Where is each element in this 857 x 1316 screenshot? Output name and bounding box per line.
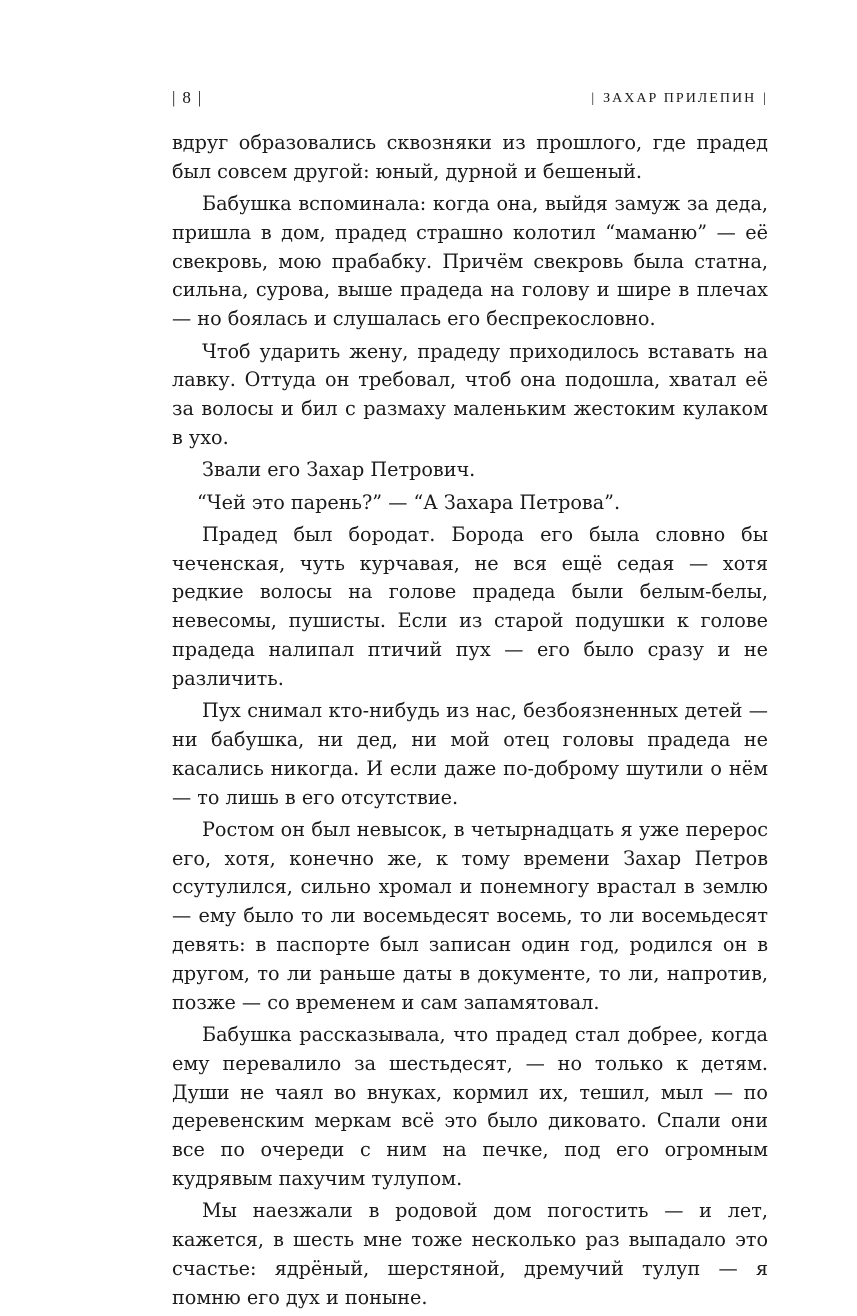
paragraph: “Чей это парень?” — “А Захара Петрова”. bbox=[197, 490, 621, 514]
divider-bar: | bbox=[763, 91, 768, 106]
paragraph: Мы наезжали в родовой дом погостить — и лет, кажется, в шесть мне тоже несколько раз выпадало это счастье: ядрёный, шерстяной, дремучий тулуп — я помню его дух и поныне. bbox=[172, 1199, 768, 1309]
divider-bar: | bbox=[197, 88, 202, 107]
paragraph: Ростом он был невысок, в четырнадцать я уже перерос его, хотя, конечно же, к тому времени Захар Петров ссутулился, сильно хромал и понемногу врастал в землю — ему было то ли восемьдесят восемь, то ли восемьдесят девять: в паспорте был записан один год, родился он в другом, то ли раньше даты в документе, то ли, напротив, позже — со временем и сам запамятовал. bbox=[172, 817, 768, 1014]
running-header bbox=[172, 88, 768, 110]
paragraph: Звали его Захар Петрович. bbox=[202, 458, 476, 482]
page-number: 8 bbox=[182, 88, 191, 107]
divider-bar: | bbox=[172, 88, 176, 107]
paragraph: Бабушка рассказывала, что прадед стал добрее, когда ему перевалило за шестьдесят, — но только к детям. Души не чаял во внуках, кормил их, тешил, мыл — по деревенским меркам всё это было диковато. Спали они все по очереди с ним на печке, под его огромным кудрявым пахучим тулупом. bbox=[172, 1022, 768, 1190]
divider-bar: | bbox=[591, 91, 597, 106]
paragraph: Чтоб ударить жену, прадеду приходилось вставать на лавку. Оттуда он требовал, чтоб она подошла, хватал её за волосы и бил с размаху маленьким жестоким кулаком в ухо. bbox=[172, 339, 768, 449]
author-block bbox=[591, 88, 768, 110]
body-text bbox=[172, 129, 768, 1316]
page-number-block bbox=[172, 88, 201, 108]
paragraph: вдруг образовались сквозняки из прошлого, где прадед был совсем другой: юный, дурной и бешеный. bbox=[172, 131, 768, 183]
paragraph: Бабушка вспоминала: когда она, выйдя замуж за деда, пришла в дом, прадед страшно колотил “маманю” — её свекровь, мою прабабку. Причём свекровь была статна, сильна, сурова, выше прадеда на голову и шире в плечах — но боялась и слушалась его беспрекословно. bbox=[172, 192, 768, 331]
paragraph: Пух снимал кто-нибудь из нас, безбоязненных детей — ни бабушка, ни дед, ни мой отец головы прадеда не касались никогда. И если даже по-доброму шутили о нём — то лишь в его отсутствие. bbox=[172, 699, 768, 809]
paragraph: Прадед был бородат. Борода его была словно бы чеченская, чуть курчавая, не вся ещё седая — хотя редкие волосы на голове прадеда были белым-белы, невесомы, пушисты. Если из старой подушки к голове прадеда налипал птичий пух — его было сразу и не различить. bbox=[172, 522, 768, 690]
author-name: ЗАХАР ПРИЛЕПИН bbox=[603, 91, 757, 106]
